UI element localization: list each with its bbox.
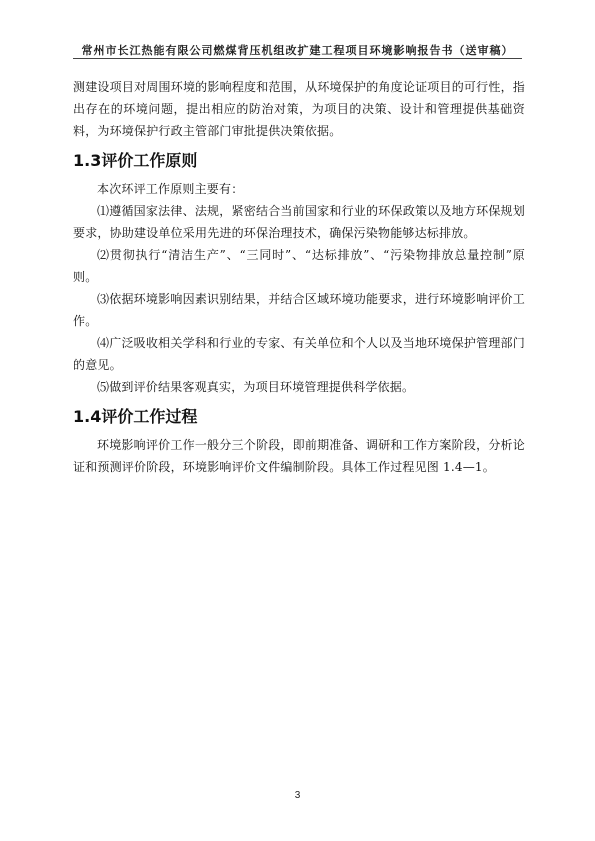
section-1-3-lead: 本次环评工作原则主要有：: [97, 182, 244, 196]
principle-item-5: ⑸做到评价结果客观真实，为项目环境管理提供科学依据。: [97, 380, 415, 394]
page-header: 常州市长江热能有限公司燃煤背压机组改扩建工程项目环境影响报告书（送审稿）: [81, 44, 514, 57]
main-content: [73, 76, 525, 478]
intro-paragraph: 测建设项目对周围环境的影响程度和范围，从环境保护的角度论证项目的可行性，指出存在的环境问题，提出相应的防治对策，为项目的决策、设计和管理提供基础资料，为环境保护行政主管部门审批提供决策依据。: [73, 80, 525, 138]
principle-item-1: ⑴遵循国家法律、法规，紧密结合当前国家和行业的环保政策以及地方环保规划要求，协助建设单位采用先进的环保治理技术，确保污染物能够达标排放。: [73, 204, 525, 240]
principle-item-3: ⑶依据环境影响因素识别结果，并结合区域环境功能要求，进行环境影响评价工作。: [73, 292, 525, 328]
section-heading-1-4: 1.4评价工作过程: [73, 407, 198, 426]
section-heading-1-3: 1.3评价工作原则: [73, 151, 198, 170]
principle-item-4: ⑷广泛吸收相关学科和行业的专家、有关单位和个人以及当地环境保护管理部门的意见。: [73, 336, 525, 372]
header-divider: [73, 58, 522, 59]
page-number: 3: [294, 790, 301, 801]
principle-item-2: ⑵贯彻执行“清洁生产”、“三同时”、“达标排放”、“污染物排放总量控制”原则。: [73, 248, 525, 284]
section-1-4-paragraph: 环境影响评价工作一般分三个阶段，即前期准备、调研和工作方案阶段，分析论证和预测评价阶段，环境影响评价文件编制阶段。具体工作过程见图 1.4—1。: [73, 438, 525, 474]
